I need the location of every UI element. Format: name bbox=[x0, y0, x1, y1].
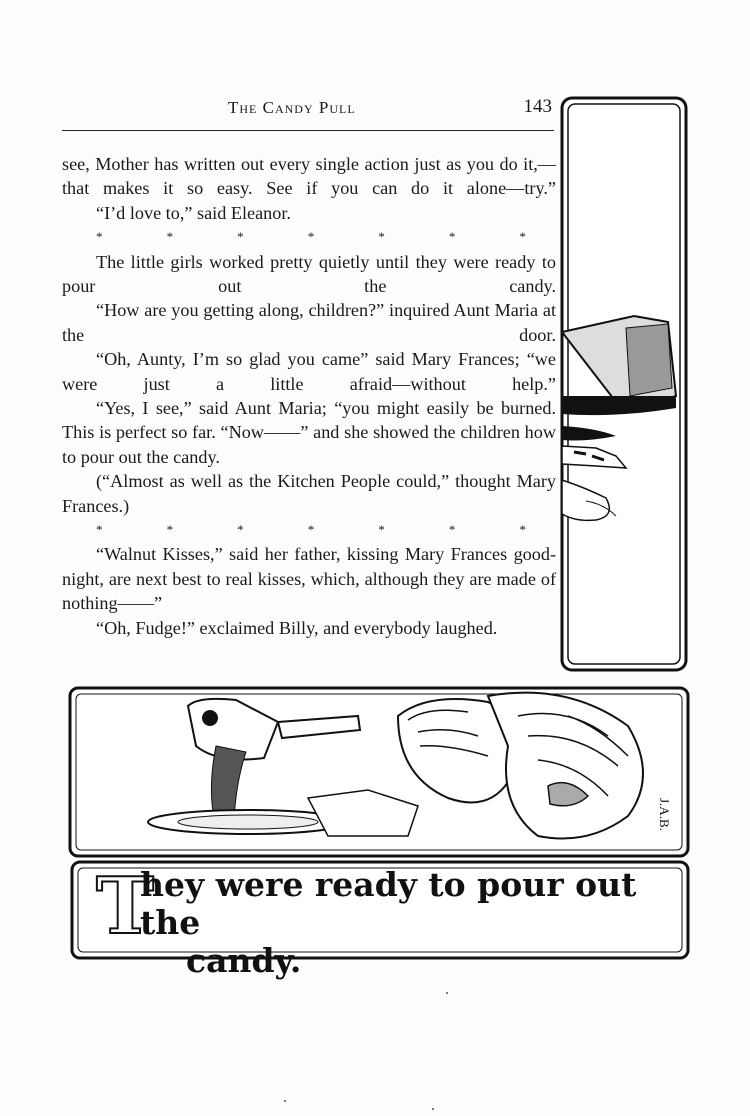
paragraph: “How are you getting along, children?” inquired Aunt Maria at the door. bbox=[62, 300, 556, 345]
separator-star: * bbox=[307, 522, 315, 538]
separator-star: * bbox=[519, 229, 526, 245]
caption-line-1: hey were ready to pour out the bbox=[140, 865, 637, 942]
paragraph: see, Mother has written out every single action just as you do it,—that makes it so easy. See if you can do it alone—try.” bbox=[62, 154, 556, 199]
separator-star: * bbox=[378, 229, 385, 245]
body-text bbox=[62, 152, 556, 640]
separator-star: * bbox=[237, 522, 244, 538]
caption-line-2: candy. bbox=[186, 941, 302, 980]
separator-star: * bbox=[96, 522, 103, 538]
paragraph: (“Almost as well as the Kitchen People could,” thought Mary Frances.) bbox=[62, 471, 556, 516]
separator-star: * bbox=[96, 229, 103, 245]
paragraph: “Walnut Kisses,” said her father, kissing Mary Frances good-night, are next best to real kisses, which, although they are made of nothing——” bbox=[62, 544, 556, 614]
separator-star: * bbox=[448, 229, 456, 245]
page-number: 143 bbox=[523, 96, 552, 117]
scan-speck bbox=[432, 1108, 434, 1110]
paragraph: The little girls worked pretty quietly until they were ready to pour out the candy. bbox=[62, 251, 556, 297]
paragraph: “I’d love to,” said Eleanor. bbox=[96, 202, 291, 223]
header-rule bbox=[62, 130, 554, 131]
caption-drop-cap: T bbox=[96, 861, 155, 952]
running-header bbox=[62, 96, 554, 124]
separator-star: * bbox=[307, 229, 315, 245]
separator-star: * bbox=[166, 522, 174, 538]
separator-star: * bbox=[378, 522, 385, 538]
illustration-pouring-candy bbox=[68, 686, 690, 858]
running-title: The Candy Pull bbox=[228, 98, 356, 117]
section-break bbox=[62, 518, 556, 542]
section-break bbox=[62, 225, 556, 249]
side-panel-illustration bbox=[556, 96, 692, 672]
separator-star: * bbox=[237, 229, 244, 245]
paragraph: “Oh, Aunty, I’m so glad you came” said Mary Frances; “we were just a little afraid—without help.” bbox=[62, 349, 556, 394]
illustrator-monogram: J.A.B. bbox=[657, 798, 672, 831]
scan-speck bbox=[284, 1100, 286, 1102]
caption-text bbox=[140, 866, 680, 980]
paragraph: “Oh, Fudge!” exclaimed Billy, and everybody laughed. bbox=[96, 617, 498, 638]
separator-star: * bbox=[448, 522, 456, 538]
separator-star: * bbox=[519, 522, 526, 538]
paragraph: “Yes, I see,” said Aunt Maria; “you might easily be burned. This is perfect so far. “Now——” and she showed the children how to pour out the candy. bbox=[62, 398, 556, 467]
separator-star: * bbox=[166, 229, 174, 245]
scan-speck bbox=[446, 992, 448, 994]
